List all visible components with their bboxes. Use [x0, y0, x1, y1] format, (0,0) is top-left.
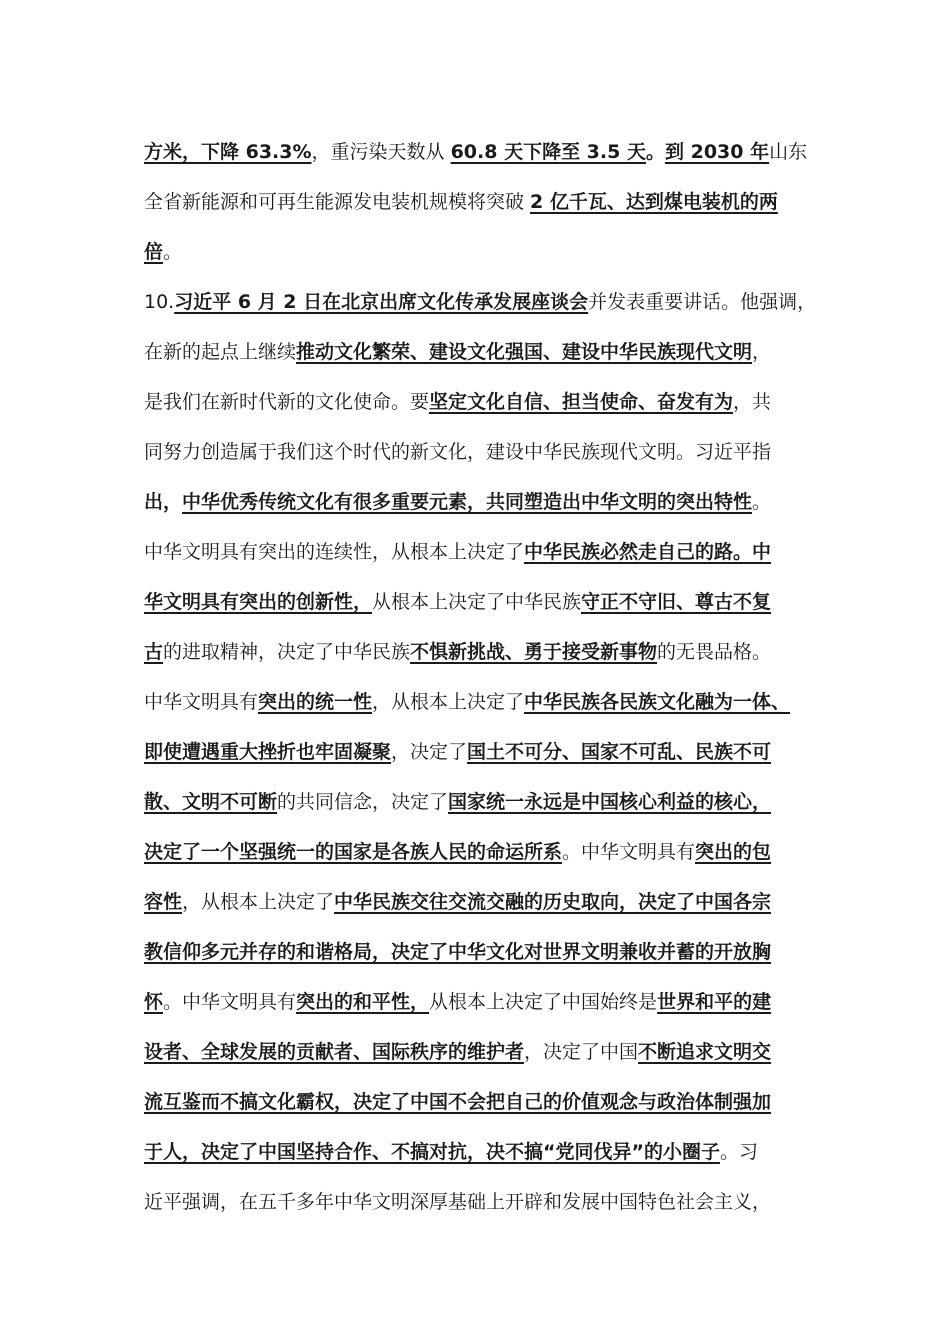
body-text: ，从根本上决定了 — [182, 891, 335, 913]
emphasized-text: 不惧新挑战、勇于接受新事物 — [410, 641, 658, 663]
emphasized-text: 倍 — [144, 241, 164, 263]
body-text: ，共 — [733, 391, 772, 413]
emphasized-text: 中华民族各民族文化融为一体、 — [524, 691, 791, 713]
body-text: 。习 — [719, 1141, 758, 1163]
text-line — [144, 1187, 830, 1217]
body-text: 从根本上决定了中华民族 — [372, 591, 582, 613]
text-line — [144, 537, 830, 567]
text-line — [144, 387, 830, 417]
emphasized-text: 突出的统一性 — [258, 691, 373, 713]
emphasized-text: 国家统一永远是中国核心利益的核心， — [448, 791, 772, 813]
emphasized-text: 世界和平的建 — [657, 991, 772, 1013]
body-text: 从根本上决定了中国始终是 — [429, 991, 658, 1013]
emphasized-text: 流互鉴而不搞文化霸权，决定了中国不会把自己的价值观念与政治体制强加 — [144, 1091, 772, 1113]
emphasized-text: 国土不可分、国家不可乱、民族不可 — [467, 741, 772, 763]
emphasized-text: 华文明具有突出的创新性， — [144, 591, 373, 613]
body-text: 在新的起点上继续 — [144, 341, 297, 363]
body-text: 中华文明具有突出的连续性，从根本上决定了 — [144, 541, 525, 563]
body-text: 的共同信念，决定了 — [277, 791, 449, 813]
text-line — [144, 187, 830, 217]
text-line — [144, 937, 830, 967]
emphasized-text: 古 — [144, 641, 164, 663]
body-text: ，重污染天数从 — [311, 141, 451, 163]
body-text: ， — [752, 341, 772, 363]
emphasized-text: 中华民族交往交流交融的历史取向，决定了中国各宗 — [334, 891, 772, 913]
emphasized-text: 不断追求文明交 — [638, 1041, 772, 1063]
body-text: ，决定了中国 — [524, 1041, 639, 1063]
body-text: 并发表重要讲话。他强调， — [588, 291, 817, 313]
text-line — [144, 787, 830, 817]
body-text: ，决定了 — [391, 741, 468, 763]
body-text: 。中华文明具有 — [562, 841, 696, 863]
emphasized-text: 守正不守旧、尊古不复 — [581, 591, 772, 613]
emphasized-text: 到 2030 年 — [664, 141, 770, 163]
text-line — [144, 987, 830, 1017]
emphasized-text: 中华民族必然走自己的路。中 — [524, 541, 772, 563]
body-text: 的无畏品格。 — [657, 641, 772, 663]
text-line — [144, 437, 830, 467]
text-line — [144, 637, 830, 667]
text-line — [144, 687, 830, 717]
emphasized-text: 出， — [144, 491, 183, 513]
text-line — [144, 1037, 830, 1067]
emphasized-text: 坚定文化自信、担当使命、奋发有为 — [429, 391, 734, 413]
body-text: 的进取精神，决定了中华民族 — [163, 641, 411, 663]
body-text: 。中华文明具有 — [163, 991, 297, 1013]
body-text: 中华文明具有 — [144, 691, 259, 713]
body-text: 山东 — [769, 141, 808, 163]
emphasized-text: 突出的包 — [695, 841, 772, 863]
emphasized-text: 突出的和平性， — [296, 991, 430, 1013]
emphasized-text: 即使遭遇重大挫折也牢固凝聚 — [144, 741, 392, 763]
emphasized-text: 于人，决定了中国坚持合作、不搞对抗，决不搞“党同伐异”的小圈子 — [144, 1141, 720, 1163]
emphasized-text: 习近平 6 月 2 日在北京出席文化传承发展座谈会 — [174, 291, 589, 313]
emphasized-text: 60.8 天下降至 3.5 天 — [450, 141, 646, 163]
body-text: 近平强调，在五千多年中华文明深厚基础上开辟和发展中国特色社会主义， — [144, 1191, 772, 1213]
emphasized-text: 散、文明不可断 — [144, 791, 278, 813]
text-line — [144, 337, 830, 367]
text-line — [144, 237, 830, 267]
text-line — [144, 1087, 830, 1117]
text-line — [144, 837, 830, 867]
text-line — [144, 287, 830, 317]
emphasized-text: 2 亿千瓦、达到煤电装机的两 — [530, 191, 778, 213]
emphasized-text: 设者、全球发展的贡献者、国际秩序的维护者 — [144, 1041, 525, 1063]
text-line — [144, 1137, 830, 1167]
body-text: 。 — [752, 491, 772, 513]
body-text: 全省新能源和可再生能源发电装机规模将突破 — [144, 191, 531, 213]
body-text: 。 — [163, 241, 183, 263]
body-text: ，从根本上决定了 — [372, 691, 525, 713]
emphasized-text: 推动文化繁荣、建设文化强国、建设中华民族现代文明 — [296, 341, 753, 363]
emphasized-text: 中华优秀传统文化有很多重要元素，共同塑造出中华文明的突出特性 — [182, 491, 753, 513]
emphasized-text: 决定了一个坚强统一的国家是各族人民的命运所系 — [144, 841, 563, 863]
emphasized-text: 教信仰多元并存的和谐格局，决定了中华文化对世界文明兼收并蓄的开放胸 — [144, 941, 772, 963]
text-line — [144, 137, 830, 167]
body-text: 同努力创造属于我们这个时代的新文化，建设中华民族现代文明。习近平指 — [144, 441, 772, 463]
emphasized-text: 方米，下降 63.3% — [144, 141, 312, 163]
body-text: 10. — [144, 291, 175, 313]
text-line — [144, 887, 830, 917]
text-line — [144, 737, 830, 767]
emphasized-text: 怀 — [144, 991, 164, 1013]
emphasized-text: 。 — [645, 141, 665, 163]
emphasized-text: 容性 — [144, 891, 183, 913]
text-line — [144, 487, 830, 517]
body-text: 是我们在新时代新的文化使命。要 — [144, 391, 430, 413]
text-line — [144, 587, 830, 617]
